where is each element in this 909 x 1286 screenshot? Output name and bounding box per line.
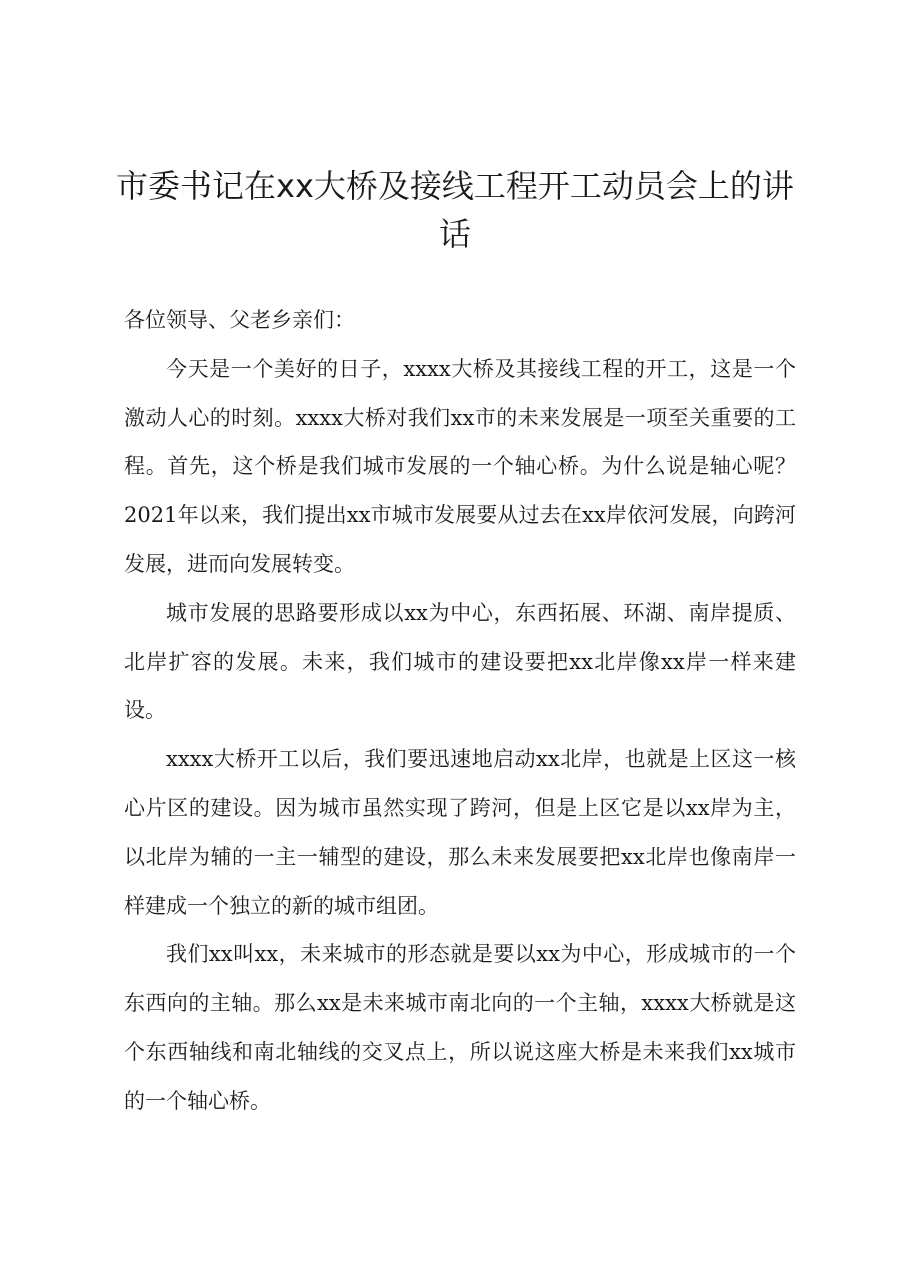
paragraph-2: 城市发展的思路要形成以xx为中心，东西拓展、环湖、南岸提质、北岸扩容的发展。未来，我们城市的建设要把xx北岸像xx岸一样来建设。 (124, 600, 796, 723)
paragraph-1: 今天是一个美好的日子，xxxx大桥及其接线工程的开工，这是一个激动人心的时刻。xxxx大桥对我们xx市的未来发展是一项至关重要的工程。首先，这个桥是我们城市发展的一个轴心桥。为什么说是轴心呢？2021年以来，我们提出xx市城市发展要从过去在xx岸依河发展，向跨河发展，进而向发展转变。 (124, 356, 796, 576)
document-body (124, 296, 796, 1126)
document-title: 市委书记在xx大桥及接线工程开工动员会上的讲话 (116, 167, 794, 253)
paragraph-4: 我们xx叫xx，未来城市的形态就是要以xx为中心，形成城市的一个东西向的主轴。那么xx是未来城市南北向的一个主轴，xxxx大桥就是这个东西轴线和南北轴线的交叉点上，所以说这座大桥是未来我们xx城市的一个轴心桥。 (124, 942, 796, 1113)
salutation: 各位领导、父老乡亲们： (124, 308, 355, 332)
paragraph-3: xxxx大桥开工以后，我们要迅速地启动xx北岸，也就是上区这一核心片区的建设。因为城市虽然实现了跨河，但是上区它是以xx岸为主，以北岸为辅的一主一辅型的建设，那么未来发展要把xx北岸也像南岸一样建成一个独立的新的城市组团。 (124, 747, 796, 918)
